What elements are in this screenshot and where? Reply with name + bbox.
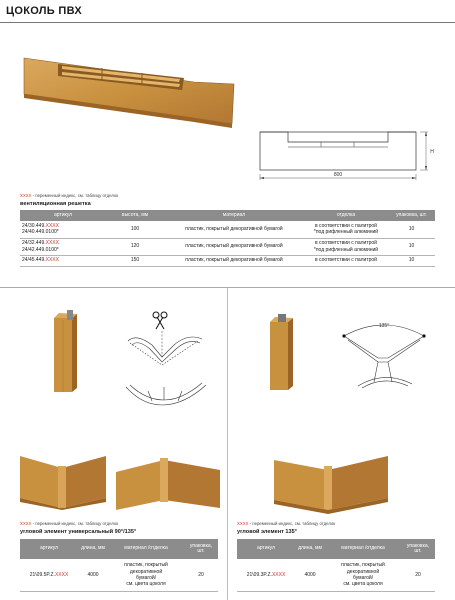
table-row	[20, 559, 218, 591]
corner135-table	[237, 539, 435, 592]
table-header-row	[20, 539, 218, 559]
col-packing: упаковка, шт.	[388, 210, 435, 221]
col-material: материал /отделка	[325, 539, 401, 559]
vent-grille-photo	[18, 50, 240, 130]
corner-universal-legend-note: XXXX - переменный индекс, см. таблицу отделок	[20, 521, 119, 526]
table-header-row	[20, 210, 435, 221]
col-length: длина, мм	[295, 539, 325, 559]
material-cell: пластик, покрытый декоративной бумагой	[164, 255, 304, 266]
height-cell: 150	[106, 255, 164, 266]
col-material: материал	[164, 210, 304, 221]
packing-cell: 10	[388, 221, 435, 238]
table-row	[20, 255, 435, 266]
packing-cell: 10	[388, 238, 435, 255]
material-cell: пластик, покрытый декоративной бумагой	[164, 221, 304, 238]
article-cell: 24/45.449.XXXX	[20, 255, 106, 266]
col-material: материал /отделка	[108, 539, 184, 559]
table-row	[20, 221, 435, 238]
scissors-icon	[153, 312, 167, 329]
table-row	[20, 238, 435, 255]
packing-cell: 20	[184, 559, 218, 591]
col-article: артикул	[20, 210, 106, 221]
universal-corner-inner-photo	[18, 452, 108, 510]
height-cell: 100	[106, 221, 164, 238]
finish-cell: в соответствии с палитрой	[304, 255, 388, 266]
height-cell: 120	[106, 238, 164, 255]
finish-cell: в соответствии с палитрой *под рифленный алюминий	[304, 221, 388, 238]
col-article: артикул	[237, 539, 295, 559]
vent-legend-note: XXXX - переменный индекс, см. таблицу отделок	[20, 193, 119, 198]
corner135-photo	[272, 452, 390, 514]
corner135-legend-note: XXXX - переменный индекс, см. таблицу отделок	[237, 521, 336, 526]
col-packing: упаковка, шт.	[401, 539, 435, 559]
packing-cell: 20	[401, 559, 435, 591]
table-header-row	[237, 539, 435, 559]
article-cell: 24/32.449.XXXX 24/42.449.0100*	[20, 238, 106, 255]
vent-grille-drawing	[248, 120, 438, 190]
corner-profile-photo	[50, 308, 80, 394]
col-article: артикул	[20, 539, 78, 559]
title-divider	[0, 22, 455, 23]
col-finish: отделка	[304, 210, 388, 221]
col-height: высота, мм	[106, 210, 164, 221]
universal-corner-outer-photo	[114, 456, 222, 512]
packing-cell: 10	[388, 255, 435, 266]
article-cell: 24/30.449.XXXX 24/40.449.0100*	[20, 221, 106, 238]
column-divider	[227, 288, 228, 600]
corner135-profile-photo	[266, 312, 296, 392]
corner135-heading: угловой элемент 135°	[237, 529, 297, 535]
col-length: длина, мм	[78, 539, 108, 559]
finish-cell: в соответствии с палитрой *под рифленный алюминий	[304, 238, 388, 255]
material-cell: пластик, покрытый декоративной бумагой	[164, 238, 304, 255]
vent-section-heading: вентиляционная решетка	[20, 201, 91, 207]
table-row	[237, 559, 435, 591]
length-cell: 4000	[295, 559, 325, 591]
page-title: ЦОКОЛЬ ПВХ	[6, 5, 83, 17]
col-packing: упаковка, шт.	[184, 539, 218, 559]
corner-universal-heading: угловой элемент универсальный 90°/135°	[20, 529, 137, 535]
corner-universal-table	[20, 539, 218, 592]
vent-spec-table	[20, 210, 435, 267]
article-cell: 21\09.3P.Z.XXXX	[237, 559, 295, 591]
drawing-width-label: 800	[333, 172, 343, 178]
material-cell: пластик, покрытый декоративной бумагой/ см. цвета цоколя	[108, 559, 184, 591]
article-cell: 21\09.5P.Z.XXXX	[20, 559, 78, 591]
length-cell: 4000	[78, 559, 108, 591]
angle-label: 135°	[378, 323, 390, 329]
material-cell: пластик, покрытый декоративной бумагой/ см. цвета цоколя	[325, 559, 401, 591]
corner135-diagram	[338, 320, 430, 390]
drawing-height-label: H	[430, 149, 434, 155]
universal-corner-diagram	[122, 305, 210, 413]
